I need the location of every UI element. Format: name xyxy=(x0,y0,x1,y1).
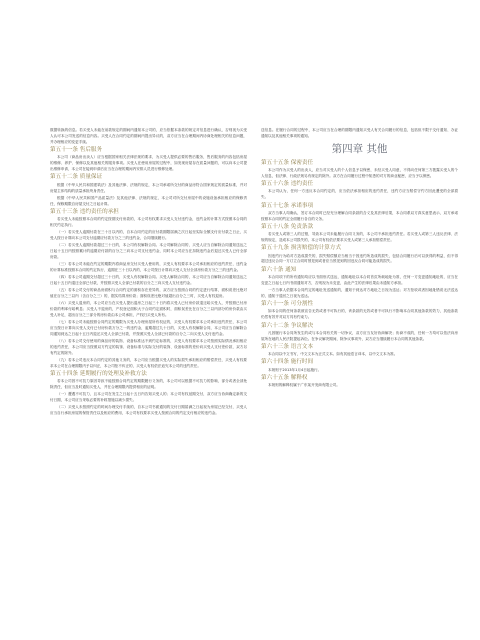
paragraph: （九）若本公司违反本合同约定的其他义务的，本公司应当根据买受人的实际损失承担相应的赔偿责任，买受人有权要求本公司在合理期限内予以纠正，本公司拒不纠正的，买受人有权依法追究本公司的违约责任。 xyxy=(50,357,247,368)
paragraph: （五）若本公司交付的商品房面积与合同约定的面积存在差异的，双方应当按照合同的约定进行结算，面积误差比绝对值在百分之三以内（含百分之三）的，据实结算房价款；面积误差比绝对值超出百分之三时，买受人有权退房。 xyxy=(50,287,247,298)
paragraph: （一）若买受人逾期付款在三十日以内的，自本合同约定的应付款期限届满之次日起至实际全额支付应付款之日止，买受人按日计算向本公司支付逾期应付款万分之三的违约金，合同继续履行。 xyxy=(50,229,247,240)
chapter-title: 第四章 其他 xyxy=(331,142,388,155)
left-column xyxy=(50,128,247,640)
article-heading: 第六十二条 争议解决 xyxy=(261,322,314,329)
article-heading: 第六十条 通知 xyxy=(261,266,297,273)
article-heading: 第六十三条 语言文本 xyxy=(261,343,314,350)
article-heading: 第五十二条 质量保证 xyxy=(50,174,103,181)
paragraph: 根据《中华人民共和国产品质量法》及其他法律、法规的规定，本公司对所交付房屋中的设施设备承担相应的保修责任，保修期限自房屋交付之日起计算。 xyxy=(50,195,247,206)
article-heading: 第六十一条 可分割性 xyxy=(261,301,314,308)
paragraph: 双方当事人均确认，签订本合同时已经充分理解合同条款的含义及其法律后果，本合同系双方真实意思表示，双方承诺按照本合同的约定全面履行各自的义务。 xyxy=(261,210,458,221)
article-heading: 第五十九条 损害赔偿的计算方式 xyxy=(261,245,342,252)
article-heading: 第五十五条 保密责任 xyxy=(261,159,314,166)
paragraph: （八）若本公司交付使用的商品房的装饰、设备标准达不到约定标准的，买受人有权要求本公司按照实际情况承担相应的违约责任，本公司应当按照双方约定的装饰、设备标准与实际交付的装饰、设备标准的差价向买受人支付差价款，双方另有约定的除外。 xyxy=(50,338,247,355)
paragraph: 根据《中华人民共和国建筑法》及其他法律、法规的规定，本公司承诺所交付的商品房符合国家规定的质量标准，并对房屋主体结构的质量承担终身责任。 xyxy=(50,182,247,193)
paragraph: （一）遭遇不可抗力，且本公司在发生之日起十五日内告知买受人的；本公司有权延期交付，双方应当协商确定新的交付日期，本公司应当采取必要的补救措施以减少损失。 xyxy=(50,392,247,402)
article-heading: 第六十五条 解释权 xyxy=(261,374,308,381)
paragraph: 本合同项下的所有通知均应以书面形式送达，通知地址以本合同首页所载地址为准，任何一方变更通知地址的，应当在变更之日起七日内书面通知对方，否则视为未变更，由此产生的法律后果由未通知方承担。 xyxy=(261,274,458,285)
article-heading: 第五十八条 免责条款 xyxy=(261,223,314,230)
paragraph: 若买受人或第三人的过错，导致本公司未能履行合同义务的，本公司不承担违约责任。若买受人或第三人违反法律、法规的规定，造成本公司损失的，本公司有权依法要求买受人或第三人承担赔偿责任。 xyxy=(261,232,458,243)
paragraph: （六）买受人退房的，本公司应当在买受人提出退房之日起三十日内将买受人已付房价款退还给买受人，并按照已付房价款的利率付给利息；买受人不退房的，产权登记面积大于合同约定面积时，面积误差比在百分之三以内部分的房价款由买受人补足，超出百分之三部分的房价款由本公司承担，产权归买受人所有。 xyxy=(50,300,247,317)
paragraph: 本公司认为，任何一方违反本合同约定的，应当依法承担相应的违约责任，违约方应当赔偿守约方因此遭受的全部损失。 xyxy=(261,189,458,200)
article-heading: 第五十六条 违约责任 xyxy=(261,181,314,188)
paragraph: 本公司（商品房出卖人）应当根据国家相关法律法规的要求，为买受人提供必要的售后服务，售后服务的内容包括房屋的维修、养护、保修以及其他相关的服务事项。买受人在使用房屋的过程中，如发现房屋存在质量问题的，可以向本公司提出维修申请，本公司在接到申请后应当在合理的期间内安排人员进行维修处理。 xyxy=(50,155,247,172)
article-heading: 第五十一条 售后服务 xyxy=(50,147,103,154)
article-heading: 第五十三条 违约责任的承担 xyxy=(50,208,119,215)
right-column xyxy=(261,128,458,640)
paragraph: 一方当事人依据本合同约定的地址发送通知的，通知于到达对方地址之日视为送达；对方拒收或者因地址错误无法送达的，通知于退回之日视为送达。 xyxy=(261,287,458,298)
article-heading: 第五十四条 延期履行的处理及补救方法 xyxy=(50,370,147,377)
paragraph: 如本合同的任何条款被宣告无效或者不可执行的，该条款的无效或者不可执行不影响本合同其他条款的效力，其他条款仍然有效并对双方具有约束力。 xyxy=(261,309,458,320)
paragraph: 若买受人未能按照本合同的约定按期支付房款的，本公司有权要求买受人支付违约金，违约金的计算方式按照本合同的相关约定执行。 xyxy=(50,216,247,227)
article-heading: 第六十四条 施行时间 xyxy=(261,359,314,366)
paragraph: 本合同以中文书写，中文文本为正式文本。如有其他语言译本，以中文文本为准。 xyxy=(268,352,398,357)
paragraph: 本公司作为买受人的出卖人，应当对买受人的个人信息予以保密，未经买受人同意，不得向任何第三方披露买受人的个人信息，但法律、行政法规另有规定的除外。双方在合同履行过程中知悉的对方的商业秘密，应当予以保密。 xyxy=(261,168,458,178)
paragraph: （七）若本公司未能按照合同约定的期限为买受人办理房屋所有权证的，买受人有权要求本公司承担违约责任，本公司应当按日计算向买受人支付已付房价款万分之一的违约金，逾期超过九十日的，买受人有权解除合同，本公司应当自解除合同通知到达之日起十五日内退还买受人全部已付款，并按照买受人全部已付款的百分之二向买受人支付违约金。 xyxy=(50,319,247,336)
article-heading: 第五十七条 承诺事项 xyxy=(261,202,314,209)
paragraph: 送信息。在履行合同的过程中，本公司应当在合理的期限内通知买受人有关合同履行的信息，包括但不限于交付通知、办证通知以及其他相关事项的通知。 xyxy=(261,128,458,138)
paragraph: （二）若买受人逾期付款超过三十日的，本公司有权解除合同。本公司解除合同的，买受人应当自解除合同通知送达之日起十五日内按照累计的逾期应付款的百分之三向本公司支付违约金，同时本公司应当在扣除违约金后退还买受人已付全部房款。 xyxy=(50,242,247,259)
paragraph: 若本公司因不可抗力原因导致不能按照合同约定的期限履行义务的，本公司可以根据不可抗力的影响，部分或者全部免除责任，但应当及时通知买受人，并在合理期限内提供相应的证明。 xyxy=(50,379,247,389)
paragraph: 凡因履行本合同所发生的或与本合同有关的一切争议，双方应当友好协商解决；协商不成的，任何一方均可以依法向房屋所在地的人民法院提起诉讼。在争议解决期间，除争议事项外，双方应当继续履行本合同的其他条款。 xyxy=(261,330,458,341)
paragraph: （二）买受人未按照约定的时间办理交付手续的，自本公司书面通知的交付日期届满之日起视为房屋已经交付，买受人应当自行承担房屋的保管责任以及相应的费用，本公司有权要求买受人按照合同的约定支付相应的违约金。 xyxy=(50,405,247,415)
paragraph: （三）若本公司未能在约定的期限内将商品房交付买受人使用的，买受人有权要求本公司承担相应的违约责任，违约金的计算标准按照本合同的约定执行，逾期在三十日以内的，本公司按日计算向买受人支付全部房价款万分之三的违约金。 xyxy=(50,261,247,272)
paragraph: （四）若本公司逾期交付超过三十日的，买受人有权解除合同。买受人解除合同的，本公司应当自解除合同通知送达之日起十五日内退还全部已付款，并按照买受人全部已付款的百分之三向买受人支付违约金。 xyxy=(50,274,247,285)
paragraph: 本规则的解释权属于广东某开发商有限公司。 xyxy=(268,383,340,388)
paragraph: 因违约行为给对方造成损失的，损失赔偿额应当相当于因违约所造成的损失，包括合同履行后可以获得的利益，但不得超过违反合同一方订立合同时预见到或者应当预见到的因违反合同可能造成的损失。 xyxy=(261,253,458,264)
paragraph: 数据转换的信息。若买受人未能在前款规定的期间内通知本公司的，应当依据本条款的规定对信息进行确认，否则视为买受人认可本公司发送的信息内容。买受人在合同约定的期间内提出异议的，双方应当在合理期间内协商处理相关的信息问题，并办理相应的变更手续。 xyxy=(50,128,247,144)
paragraph: 本规则于2013年1月4日起施行。 xyxy=(268,367,322,372)
